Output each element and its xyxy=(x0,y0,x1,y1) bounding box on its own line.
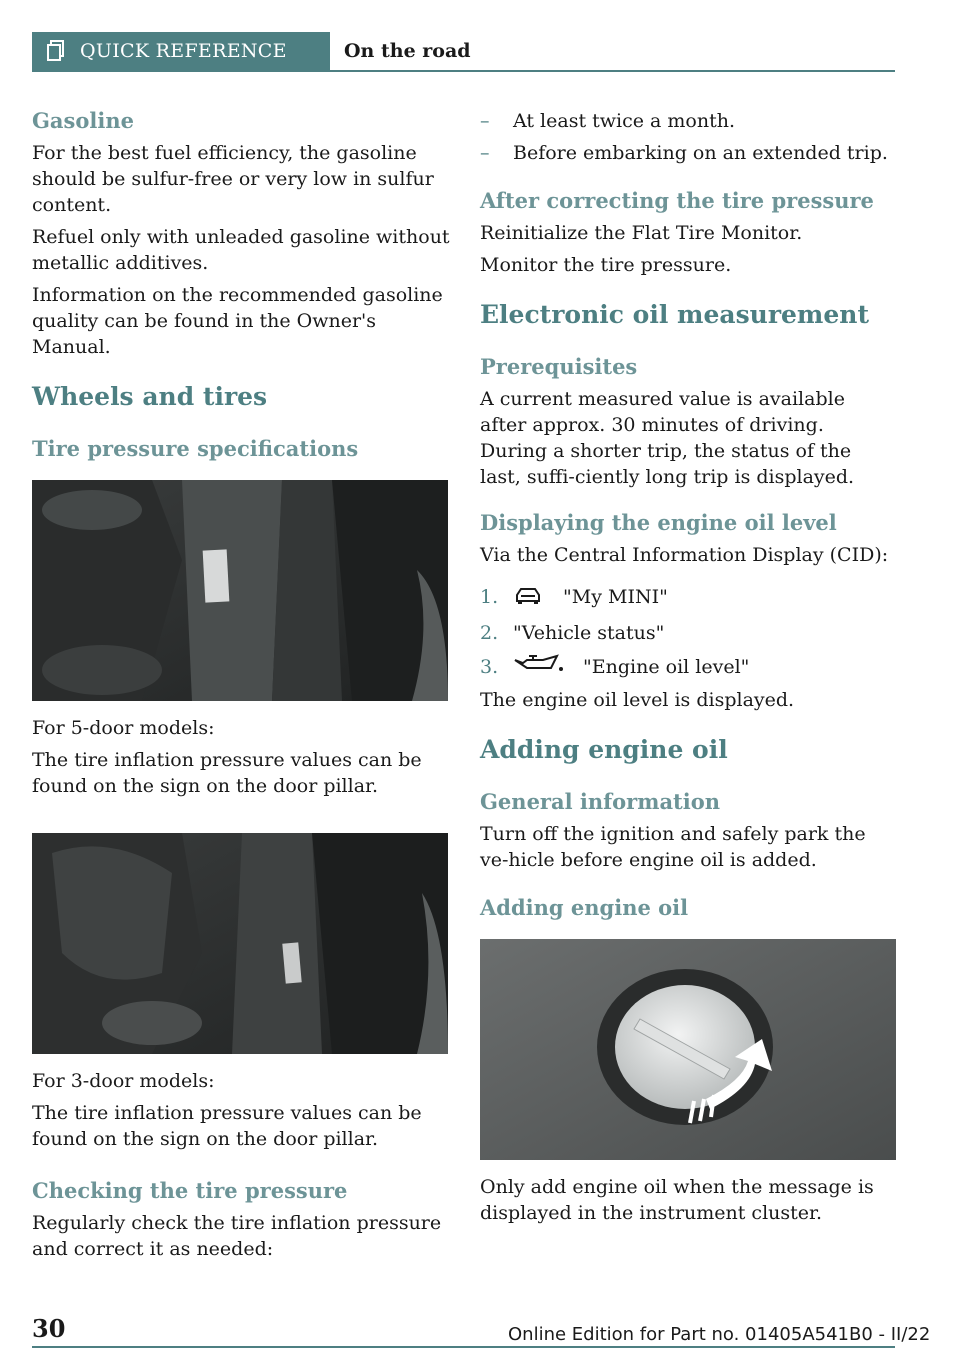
bullet-text: Before embarking on an extended trip. xyxy=(513,142,888,164)
gasoline-heading: Gasoline xyxy=(32,108,134,133)
oil-can-icon xyxy=(513,654,565,681)
bullet-text: At least twice a month. xyxy=(513,110,736,132)
checking-heading: Checking the tire pressure xyxy=(32,1178,348,1203)
gasoline-paragraph-3: Information on the recommended gasoline quality can be found in the Owner's Manual. xyxy=(32,284,443,358)
step-1 xyxy=(480,584,896,612)
step-3 xyxy=(480,654,896,682)
list-item xyxy=(480,140,896,166)
wheels-heading: Wheels and tires xyxy=(32,382,268,411)
tire-spec-heading: Tire pressure specifications xyxy=(32,436,359,461)
after-paragraph-1: Reinitialize the Flat Tire Monitor. xyxy=(480,222,803,244)
step-text: "My MINI" xyxy=(563,586,668,608)
bullet-marker: – xyxy=(480,142,490,164)
step-text: "Vehicle status" xyxy=(513,621,665,644)
page-header xyxy=(32,32,895,72)
bullet-marker: – xyxy=(480,110,490,132)
step-number: 2. xyxy=(480,621,499,644)
after-correcting-heading: After correcting the tire pressure xyxy=(480,188,874,213)
left-column xyxy=(32,108,450,1262)
oil-filler-cap-photo xyxy=(480,939,896,1160)
gasoline-paragraph-2: Refuel only with unleaded gasoline without metallic additives. xyxy=(32,226,450,274)
step-2 xyxy=(480,620,896,646)
section-title: On the road xyxy=(344,40,471,62)
display-intro: Via the Central Information Display (CID): xyxy=(480,544,889,566)
display-oil-heading: Displaying the engine oil level xyxy=(480,510,837,535)
adding-oil-subheading: Adding engine oil xyxy=(480,895,689,920)
edition-text: Online Edition for Part no. 01405A541B0 - II/22 xyxy=(508,1324,931,1345)
display-result: The engine oil level is displayed. xyxy=(480,689,795,711)
general-info-text: Turn off the ignition and safely park the ve-hicle before engine oil is added. xyxy=(480,823,866,871)
oil-caption: Only add engine oil when the message is displayed in the instrument cluster. xyxy=(480,1176,874,1224)
tab-label: QUICK REFERENCE xyxy=(80,40,287,62)
after-paragraph-2: Monitor the tire pressure. xyxy=(480,254,732,276)
step-text: "Engine oil level" xyxy=(583,655,750,678)
prerequisites-heading: Prerequisites xyxy=(480,354,638,379)
step-number: 3. xyxy=(480,655,499,678)
checking-text: Regularly check the tire inflation pressure and correct it as needed: xyxy=(32,1212,442,1260)
prerequisites-text: A current measured value is available after approx. 30 minutes of driving. During a shorter trip, the status of the last, suffi-ciently long trip is displayed. xyxy=(480,388,855,488)
caption-3door-title: For 3-door models: xyxy=(32,1070,215,1092)
step-number: 1. xyxy=(480,586,499,608)
door-pillar-5door-photo xyxy=(32,480,448,701)
caption-3door-text: The tire inflation pressure values can be found on the sign on the door pillar. xyxy=(32,1102,422,1150)
general-info-heading: General information xyxy=(480,789,721,814)
page-number: 30 xyxy=(32,1314,66,1343)
adding-oil-heading: Adding engine oil xyxy=(480,735,728,764)
caption-5door-text: The tire inflation pressure values can be found on the sign on the door pillar. xyxy=(32,749,422,797)
quick-reference-tab[interactable] xyxy=(32,32,330,70)
right-column xyxy=(480,108,896,1226)
car-icon xyxy=(513,585,543,612)
list-item xyxy=(480,108,896,134)
electronic-oil-heading: Electronic oil measurement xyxy=(480,300,870,329)
caption-5door-title: For 5-door models: xyxy=(32,717,215,739)
pages-icon xyxy=(46,40,66,66)
door-pillar-3door-photo xyxy=(32,833,448,1054)
footer-divider xyxy=(32,1346,895,1348)
gasoline-paragraph-1: For the best fuel efficiency, the gasoline should be sulfur-free or very low in sulfur content. xyxy=(32,142,434,216)
